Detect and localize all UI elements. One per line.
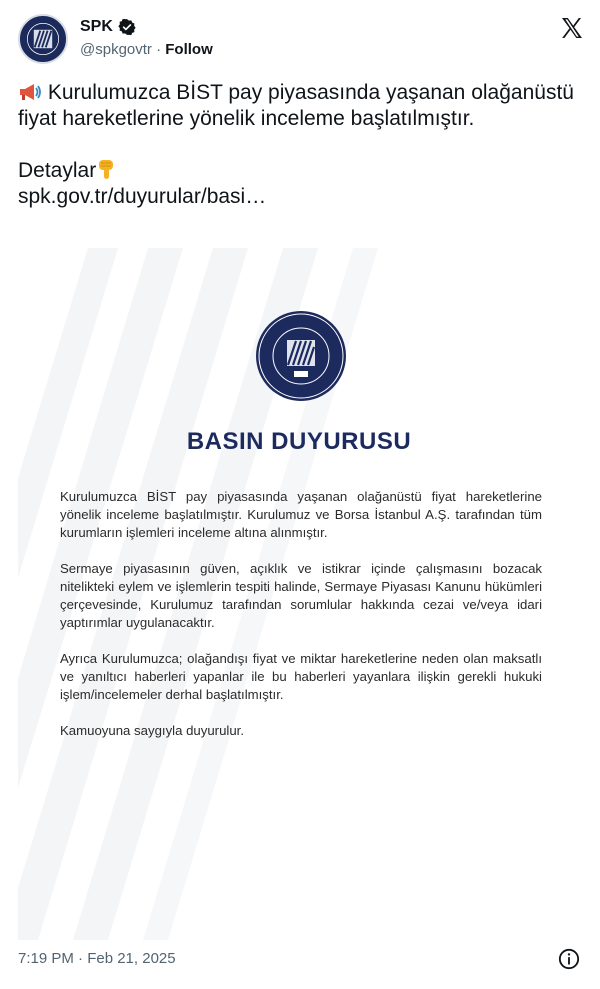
tweet-header xyxy=(18,14,584,66)
tweet-main-text: Kurulumuzca BİST pay piyasasında yaşanan olağanüstü fiyat hareketlerine yönelik inceleme başlatılmıştır. xyxy=(18,81,574,130)
paragraph: Kurulumuzca BİST pay piyasasında yaşanan olağanüstü fiyat hareketlerine yönelik inceleme başlatılmıştır. Kurulumuz ve Borsa İstanbul A.Ş. tarafından tüm kurumların işlemleri inceleme altına alınmıştır. xyxy=(60,489,542,540)
tweet-timestamp[interactable]: 7:19 PM · Feb 21, 2025 xyxy=(18,950,176,967)
tweet-text xyxy=(18,80,578,210)
avatar[interactable] xyxy=(18,14,68,64)
press-release-title: BASIN DUYURUSU xyxy=(186,428,412,455)
tweet-link[interactable]: spk.gov.tr/duyurular/basi… xyxy=(18,185,267,208)
x-logo-icon[interactable] xyxy=(560,16,584,40)
press-release-image[interactable] xyxy=(18,248,580,940)
pointing-down-icon xyxy=(96,158,118,180)
megaphone-icon xyxy=(18,82,42,102)
tweet-line-1 xyxy=(18,80,578,132)
display-name[interactable]: SPK xyxy=(80,18,113,35)
info-icon[interactable] xyxy=(558,948,580,970)
handle[interactable]: @spkgovtr xyxy=(80,41,152,58)
name-row xyxy=(80,18,136,36)
follow-button[interactable]: Follow xyxy=(165,41,213,58)
spk-seal-icon xyxy=(255,310,347,402)
paragraph: Kamuoyuna saygıyla duyurulur. xyxy=(60,723,244,738)
handle-row xyxy=(80,41,213,58)
tweet-line-3 xyxy=(18,184,578,210)
paragraph: Sermaye piyasasının güven, açıklık ve istikrar içinde çalışmasını bozacak nitelikteki eylem ve işlemlerin tespiti halinde, Sermaye Piyasası Kanunu hükümleri çerçevesinde, Kurulumuz tarafından sorumlular hakkında cezai ve/veya idari yaptırımlar uygulanacaktır. xyxy=(60,561,542,630)
press-release-body xyxy=(60,488,542,758)
paragraph: Ayrıca Kurulumuzca; olağandışı fiyat ve miktar hareketlerine neden olan maksatlı ve yanıltıcı haberleri yapanlar ile bu haberleri yayanlara ilişkin gerekli hukuki işlem/incelemeler derhal başlatılmıştır. xyxy=(60,651,542,702)
verified-badge-icon xyxy=(118,18,136,36)
spk-logo-icon xyxy=(20,16,66,62)
handle-separator: · xyxy=(156,41,162,58)
tweet-line-2 xyxy=(18,158,578,184)
details-label: Detaylar xyxy=(18,159,97,182)
